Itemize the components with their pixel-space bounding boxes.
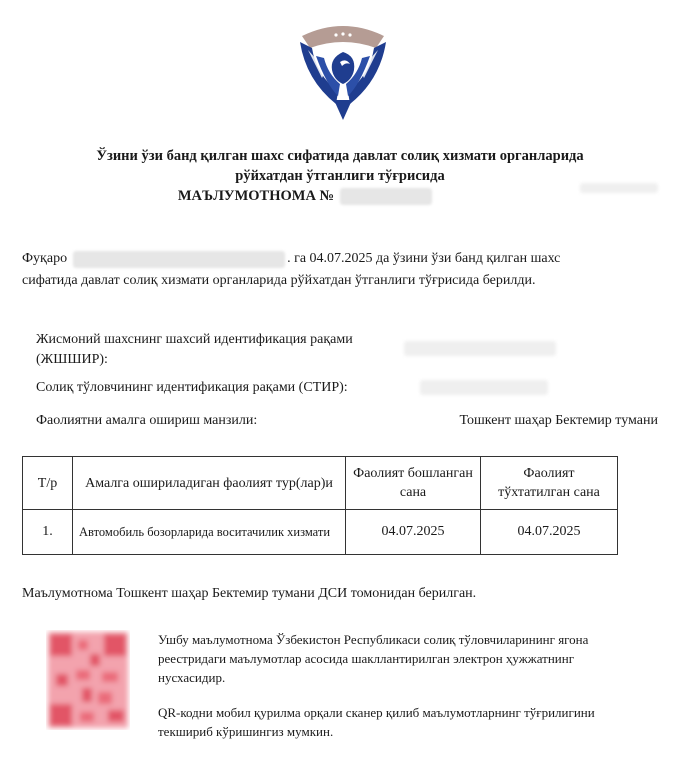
doc-label: МАЪЛУМОТНОМА № bbox=[177, 188, 335, 204]
note-1-line-1: Ушбу маълумотнома Ўзбекистон Республикаси солиқ тўловчиларининг ягона bbox=[158, 632, 589, 647]
title-line-2: рўйхатдан ўтганлиги тўғрисида bbox=[235, 168, 445, 184]
intro-line-1 bbox=[22, 248, 662, 270]
intro-prefix: Фуқаро bbox=[22, 251, 68, 266]
note-1-line-2: реестридаги маълумотлар асосида шакллантирилган электрон ҳужжатнинг bbox=[158, 651, 575, 666]
intro-line-2: сифатида давлат солиқ хизмати органларида рўйхатдан ўтганлиги тўғрисида берилди. bbox=[22, 273, 536, 288]
note-2-line-1: QR-кодни мобил қурилма орқали сканер қилиб маълумотларнинг тўғрилигини bbox=[158, 705, 595, 720]
row-start-date: 04.07.2025 bbox=[346, 510, 481, 555]
activities-table bbox=[22, 456, 618, 555]
note-paragraph-1 bbox=[158, 630, 588, 687]
note-2-line-2: текшириб кўришингиз мумкин. bbox=[158, 724, 334, 739]
intro-after-name: . га 04.07.2025 да ўзини ўзи банд қилган шахс bbox=[287, 251, 561, 266]
qr-code-icon[interactable] bbox=[46, 630, 130, 730]
table-row bbox=[23, 510, 618, 555]
redacted-jshshir bbox=[404, 341, 556, 356]
row-activity: Автомобиль бозорларида воситачилик хизмати bbox=[73, 510, 346, 555]
issued-by: Маълумотнома Тошкент шаҳар Бектемир тумани ДСИ томонидан берилган. bbox=[22, 586, 477, 601]
row-stop-date: 04.07.2025 bbox=[481, 510, 618, 555]
address-label: Фаолиятни амалга ошириш манзили: bbox=[36, 413, 258, 428]
table-header-row bbox=[23, 457, 618, 510]
intro-paragraph bbox=[22, 248, 662, 292]
jshshir-label: Жисмоний шахснинг шахсий идентификация рақами (ЖШШИР): bbox=[36, 332, 353, 367]
note-paragraph-2 bbox=[158, 703, 595, 741]
redacted-citizen-name bbox=[73, 251, 285, 268]
document-title bbox=[0, 146, 680, 206]
header-activity: Амалга ошириладиган фаолият тур(лар)и bbox=[73, 457, 346, 510]
eagle-emblem-icon bbox=[296, 22, 390, 122]
title-number-row bbox=[0, 186, 680, 206]
title-line-1: Ўзини ўзи банд қилган шахс сифатида давлат солиқ хизмати органларида bbox=[96, 148, 584, 164]
row-num: 1. bbox=[23, 510, 73, 555]
address-value: Тошкент шаҳар Бектемир тумани bbox=[459, 413, 658, 428]
stir-label: Солиқ тўловчининг идентификация рақами (СТИР): bbox=[36, 380, 348, 395]
redacted-doc-number bbox=[340, 188, 432, 205]
note-1-line-3: нусхасидир. bbox=[158, 670, 226, 685]
faint-mark bbox=[580, 183, 658, 193]
redacted-stir bbox=[420, 380, 548, 395]
header-stop-date: Фаолият тўхтатилган сана bbox=[481, 457, 618, 510]
header-start-date: Фаолият бошланган сана bbox=[346, 457, 481, 510]
header-num: Т/р bbox=[23, 457, 73, 510]
